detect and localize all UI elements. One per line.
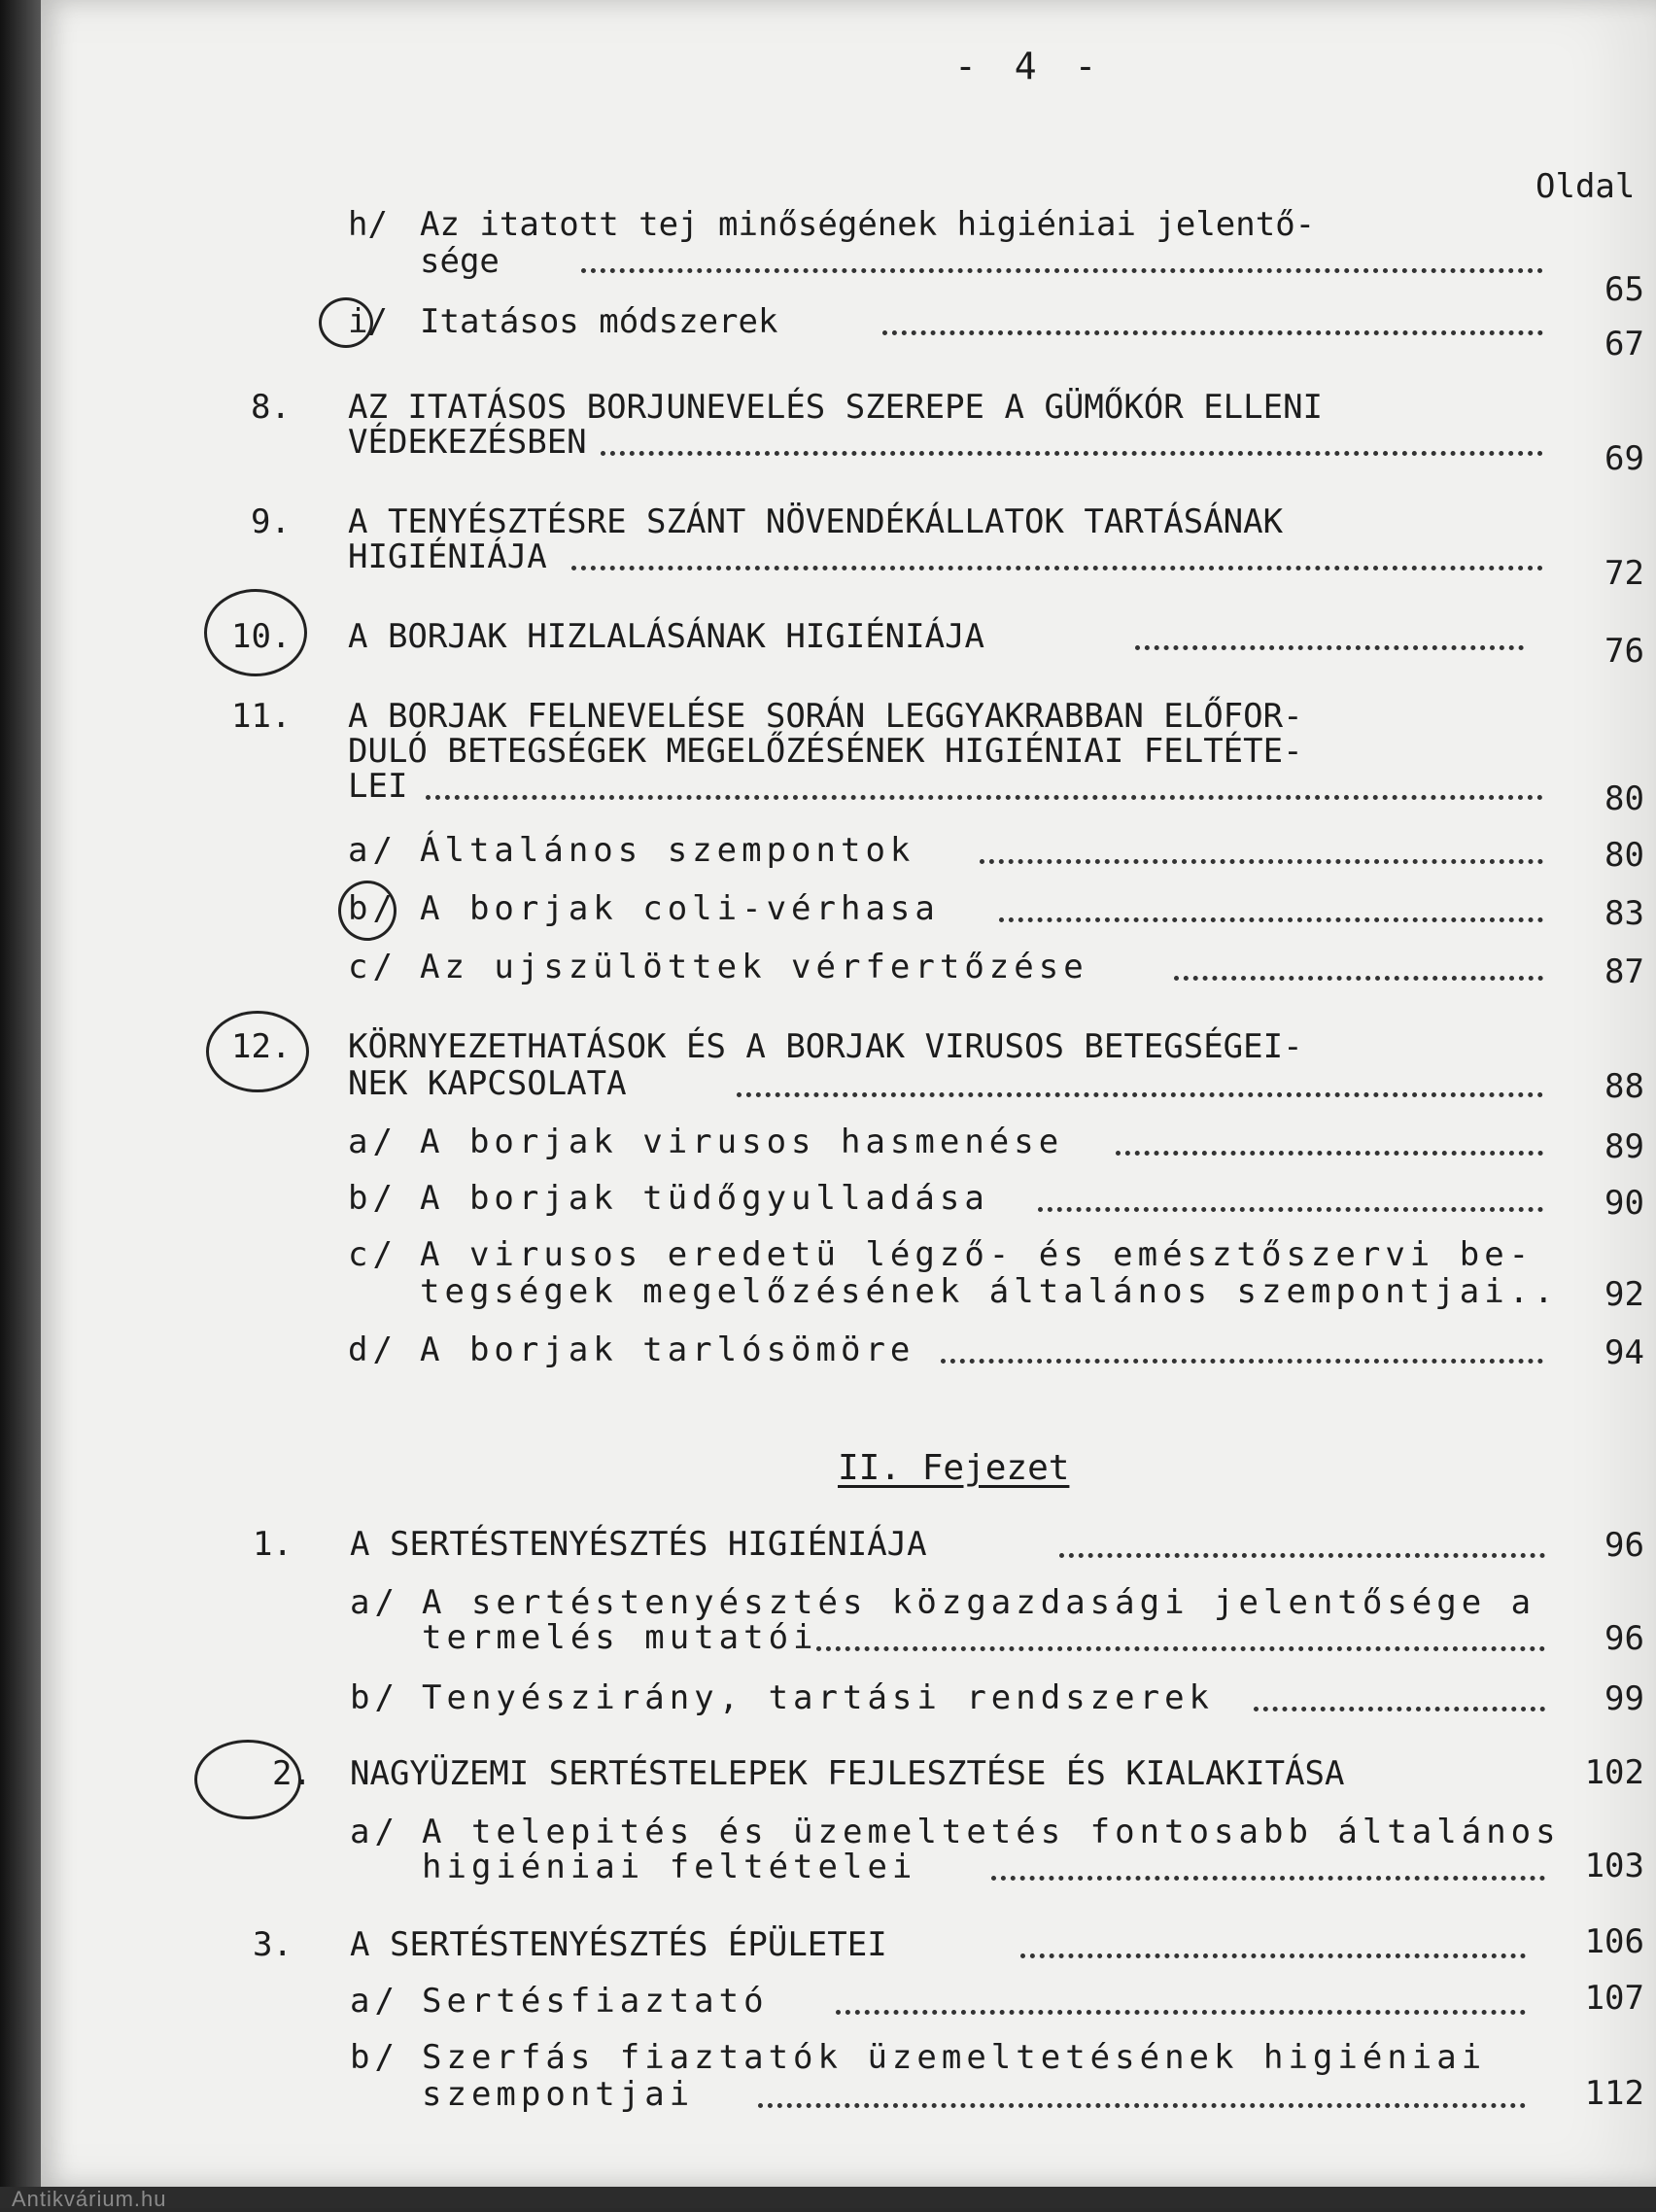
entry-number: i/ <box>348 302 388 341</box>
leader-dots <box>1174 976 1543 981</box>
entry-title-line1: Sertésfiaztató <box>422 1982 769 2021</box>
leader-dots <box>601 451 1543 456</box>
entry-page-number: 94 <box>1604 1333 1644 1372</box>
entry-page-number: 103 <box>1584 1847 1644 1885</box>
entry-title-line1: Az ujszülöttek vérfertőzése <box>420 948 1088 986</box>
leader-dots <box>1020 1953 1526 1958</box>
entry-title-line2: HIGIÉNIÁJA <box>348 537 547 576</box>
entry-number: 10. <box>231 617 292 656</box>
scan-bottom-edge <box>0 2187 1656 2208</box>
entry-title-line1: Az itatott tej minőségének higiéniai jelentő- <box>420 205 1316 244</box>
leader-dots <box>882 330 1543 335</box>
chapter-heading: II. Fejezet <box>838 1448 1070 1488</box>
entry-title-line1: Szerfás fiaztatók üzemeltetésének higiéniai <box>422 2038 1487 2077</box>
leader-dots <box>999 917 1543 922</box>
entry-title-line1: NAGYÜZEMI SERTÉSTELEPEK FEJLESZTÉSE ÉS KIALAKITÁSA <box>350 1754 1345 1793</box>
entry-title-line2: sége <box>420 242 500 281</box>
entry-page-number: 102 <box>1584 1753 1644 1792</box>
handwritten-circle-mark <box>204 589 307 676</box>
entry-page-number: 88 <box>1604 1067 1644 1106</box>
leader-dots <box>816 1646 1545 1651</box>
entry-page-number: 106 <box>1584 1922 1644 1961</box>
book-binding-shadow <box>0 0 41 2208</box>
entry-number: c/ <box>348 948 397 986</box>
entry-page-number: 112 <box>1584 2074 1644 2113</box>
entry-page-number: 99 <box>1604 1679 1644 1718</box>
leader-dots <box>1116 1151 1543 1156</box>
entry-title-line1: AZ ITATÁSOS BORJUNEVELÉS SZEREPE A GÜMŐKÓR ELLENI <box>348 388 1324 427</box>
entry-page-number: 72 <box>1604 554 1644 593</box>
entry-page-number: 96 <box>1604 1619 1644 1658</box>
entry-page-number: 96 <box>1604 1526 1644 1565</box>
entry-number: b/ <box>348 889 397 928</box>
entry-page-number: 83 <box>1604 894 1644 933</box>
leader-dots <box>1059 1553 1545 1558</box>
leader-dots <box>980 859 1543 864</box>
entry-title-line1: A BORJAK FELNEVELÉSE SORÁN LEGGYAKRABBAN ELŐFOR- <box>348 697 1303 736</box>
entry-page-number: 92 <box>1604 1275 1644 1314</box>
entry-number: c/ <box>348 1235 397 1274</box>
entry-number: 3. <box>253 1925 293 1964</box>
leader-dots <box>941 1359 1543 1364</box>
entry-title-line3: LEI <box>348 767 408 806</box>
entry-number: b/ <box>350 2038 399 2077</box>
entry-title-line1: A TENYÉSZTÉSRE SZÁNT NÖVENDÉKÁLLATOK TARTÁSÁNAK <box>348 502 1284 541</box>
entry-title-line1: A borjak virusos hasmenése <box>420 1123 1064 1161</box>
entry-number: b/ <box>350 1678 399 1717</box>
entry-page-number: 107 <box>1584 1979 1644 2018</box>
leader-dots <box>737 1092 1543 1097</box>
leader-dots <box>836 2010 1526 2015</box>
document-page <box>41 0 1656 2187</box>
entry-number: 8. <box>251 388 291 427</box>
watermark-text: Antikvárium.hu <box>12 2187 167 2211</box>
leader-dots <box>581 268 1543 273</box>
entry-number: a/ <box>350 1813 399 1851</box>
page-number: - 4 - <box>954 45 1105 87</box>
entry-title-line1: A sertéstenyésztés közgazdasági jelentősége a <box>422 1583 1536 1622</box>
entry-title-line2: NEK KAPCSOLATA <box>348 1064 627 1103</box>
entry-number: a/ <box>350 1583 399 1622</box>
entry-title-line1: Általános szempontok <box>420 831 915 870</box>
entry-number: h/ <box>348 205 388 244</box>
entry-title-line1: A borjak coli-vérhasa <box>420 889 940 928</box>
handwritten-circle-mark <box>206 1011 309 1092</box>
leader-dots <box>758 2103 1526 2108</box>
leader-dots <box>1254 1707 1545 1711</box>
entry-number: b/ <box>348 1179 397 1218</box>
entry-number: d/ <box>348 1331 397 1369</box>
entry-number: 12. <box>231 1027 292 1066</box>
entry-page-number: 80 <box>1604 836 1644 875</box>
entry-title-line1: Tenyészirány, tartási rendszerek <box>422 1678 1215 1717</box>
entry-page-number: 89 <box>1604 1127 1644 1166</box>
entry-page-number: 80 <box>1604 779 1644 818</box>
entry-title-line2: higiéniai feltételei <box>422 1848 917 1886</box>
entry-page-number: 76 <box>1604 632 1644 671</box>
entry-number: 2. <box>272 1754 312 1793</box>
entry-page-number: 69 <box>1604 439 1644 478</box>
entry-page-number: 65 <box>1604 270 1644 309</box>
entry-title-line1: A borjak tarlósömöre <box>420 1331 915 1369</box>
entry-number: 1. <box>253 1525 293 1564</box>
entry-number: a/ <box>350 1982 399 2021</box>
leader-dots <box>1038 1207 1543 1212</box>
entry-page-number: 67 <box>1604 325 1644 363</box>
leader-dots <box>991 1876 1545 1881</box>
handwritten-circle-mark <box>338 881 397 941</box>
entry-title-line1: A SERTÉSTENYÉSZTÉS ÉPÜLETEI <box>350 1925 887 1964</box>
entry-page-number: 90 <box>1604 1184 1644 1223</box>
entry-number: 9. <box>251 502 291 541</box>
entry-title-line1: A borjak tüdőgyulladása <box>420 1179 989 1218</box>
entry-title-line2: szempontjai <box>422 2075 695 2114</box>
entry-title-line1: A SERTÉSTENYÉSZTÉS HIGIÉNIÁJA <box>350 1525 927 1564</box>
page-column-header: Oldal <box>1535 167 1636 206</box>
entry-title-line1: A BORJAK HIZLALÁSÁNAK HIGIÉNIÁJA <box>348 617 985 656</box>
entry-title-line1: A virusos eredetü légző- és emésztőszervi be- <box>420 1235 1535 1274</box>
leader-dots <box>426 795 1543 800</box>
entry-title-line2: tegségek megelőzésének általános szempontjai.. <box>420 1272 1559 1311</box>
leader-dots <box>571 566 1543 570</box>
entry-number: a/ <box>348 1123 397 1161</box>
handwritten-circle-mark <box>319 297 373 348</box>
leader-dots <box>1135 645 1524 650</box>
entry-number: a/ <box>348 831 397 870</box>
entry-title-line1: A telepités és üzemeltetés fontosabb általános <box>422 1813 1561 1851</box>
entry-title-line2: VÉDEKEZÉSBEN <box>348 423 587 462</box>
handwritten-circle-mark <box>194 1740 301 1819</box>
entry-page-number: 87 <box>1604 952 1644 991</box>
entry-number: 11. <box>231 697 292 736</box>
entry-title-line2: termelés mutatói <box>422 1618 818 1657</box>
entry-title-line2: DULÓ BETEGSÉGEK MEGELŐZÉSÉNEK HIGIÉNIAI FELTÉTE- <box>348 732 1303 771</box>
entry-title-line1: Itatásos módszerek <box>420 302 778 341</box>
entry-title-line1: KÖRNYEZETHATÁSOK ÉS A BORJAK VIRUSOS BETEGSÉGEI- <box>348 1027 1303 1066</box>
